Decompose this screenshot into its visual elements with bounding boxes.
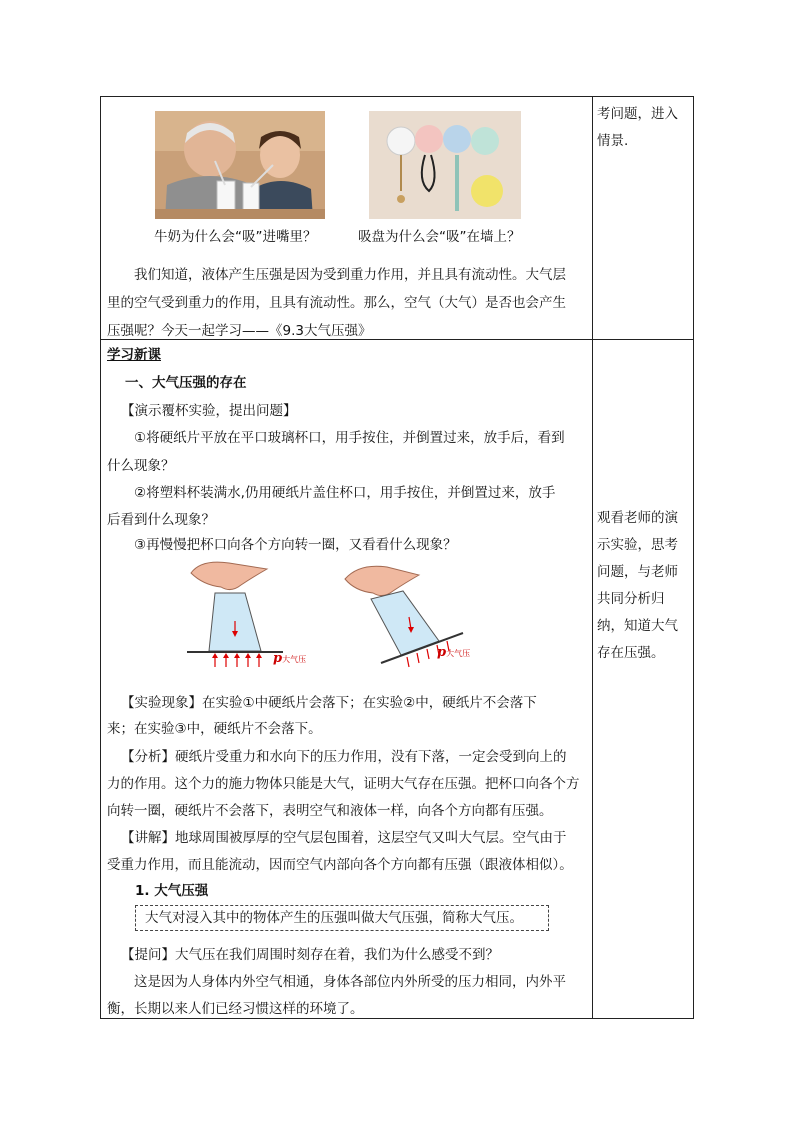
pressure-label-right: p大气压	[437, 645, 471, 660]
term-heading: 1. 大气压强	[135, 883, 209, 899]
caption-suction-cup: 吸盘为什么会“吸”在墙上？	[358, 229, 521, 245]
side-note-top-2: 情景.	[597, 133, 629, 149]
step-3: ③再慢慢把杯口向各个方向转一圈，又看看什么现象？	[134, 537, 457, 553]
demo-title: 【演示覆杯实验，提出问题】	[121, 403, 297, 419]
cup-diagram-svg	[181, 559, 481, 671]
suction-cup-photo	[369, 111, 521, 219]
milk-photo	[155, 111, 325, 219]
explanation-line-2: 受重力作用，而且能流动，因而空气内部向各个方向都有压强（跟液体相似）。	[107, 857, 573, 873]
step-2-line-2: 后看到什么现象？	[107, 512, 215, 528]
column-divider	[592, 97, 593, 1018]
hand-left	[191, 562, 267, 589]
section-heading: 学习新课	[107, 347, 161, 363]
side-note-top-1: 考问题，进入	[597, 106, 678, 122]
analysis-line-3: 向转一圈，硬纸片不会落下，表明空气和液体一样，向各个方向都有压强。	[107, 803, 553, 819]
step-2-line-1: ②将塑料杯装满水,仍用硬纸片盖住杯口，用手按住，并倒置过来，放手	[134, 485, 556, 501]
answer-line-1: 这是因为人身体内外空气相通，身体各部位内外所受的压力相同，内外平	[134, 974, 566, 990]
phenomenon-line-1: 【实验现象】在实验①中硬纸片会落下；在实验②中，硬纸片不会落下	[121, 695, 537, 711]
analysis-line-2: 力的作用。这个力的施力物体只能是大气，证明大气存在压强。把杯口向各个方	[107, 776, 580, 792]
answer-line-2: 衡，长期以来人们已经习惯这样的环境了。	[107, 1001, 364, 1017]
side-note-main-4: 共同分析归	[597, 591, 665, 607]
intro-line-1: 我们知道，液体产生压强是因为受到重力作用，并且具有流动性。大气层	[134, 267, 566, 283]
phenomenon-line-2: 来；在实验③中，硬纸片不会落下。	[107, 721, 322, 737]
question-line: 【提问】大气压在我们周围时刻存在着，我们为什么感受不到？	[121, 947, 499, 963]
side-note-main-3: 问题，与老师	[597, 564, 678, 580]
subheading: 一、大气压强的存在	[125, 375, 247, 391]
hand-right	[345, 566, 419, 595]
side-note-main-6: 存在压强。	[597, 645, 665, 661]
intro-line-3: 压强呢？今天一起学习——《9.3大气压强》	[107, 323, 372, 339]
cup-diagram	[181, 559, 481, 671]
step-1-line-1: ①将硬纸片平放在平口玻璃杯口，用手按住，并倒置过来，放手后，看到	[134, 430, 565, 446]
side-note-main-5: 纳，知道大气	[597, 618, 678, 634]
step-1-line-2: 什么现象？	[107, 458, 175, 474]
analysis-line-1: 【分析】硬纸片受重力和水向下的压力作用，没有下落，一定会受到向上的	[121, 749, 567, 765]
pressure-label-left: p大气压	[273, 651, 307, 666]
explanation-line-1: 【讲解】地球周围被厚厚的空气层包围着，这层空气又叫大气层。空气由于	[121, 830, 567, 846]
intro-line-2: 里的空气受到重力的作用，且具有流动性。那么，空气（大气）是否也会产生	[107, 295, 566, 311]
side-note-main-1: 观看老师的演	[597, 510, 678, 526]
lesson-table	[100, 96, 694, 1019]
caption-milk: 牛奶为什么会“吸”进嘴里？	[154, 229, 317, 245]
side-note-main-2: 示实验，思考	[597, 537, 678, 553]
definition-text: 大气对浸入其中的物体产生的压强叫做大气压强，简称大气压。	[145, 910, 523, 926]
